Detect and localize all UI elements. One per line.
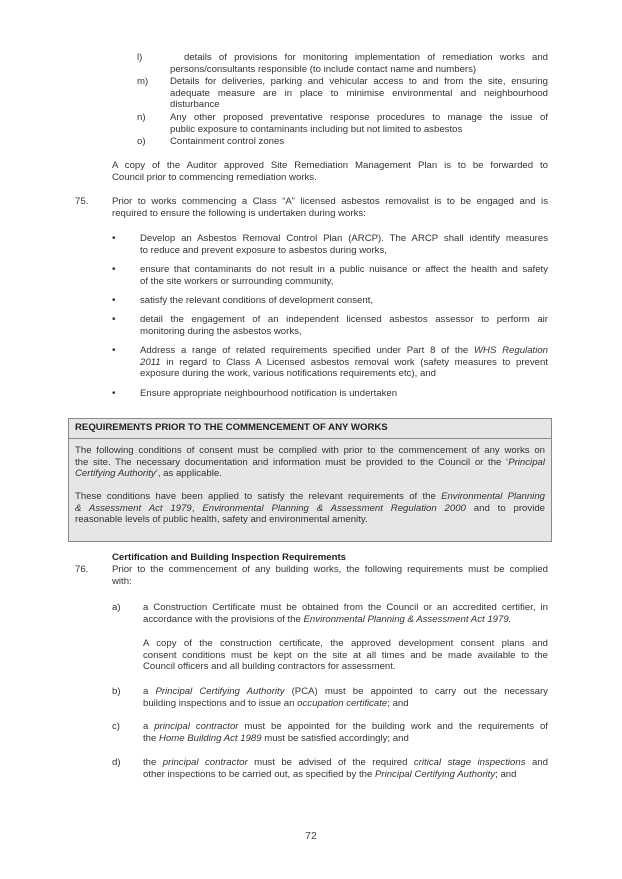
bullet-line: exposure during the work, various notifications requirements etc), and	[140, 368, 436, 380]
list-text	[170, 76, 548, 111]
item-label: b)	[112, 686, 121, 697]
text-run: ; and	[495, 768, 517, 780]
text-run: the site. The necessary documentation and information must be provided to the Council or the ‘	[75, 456, 509, 468]
bullet-line: of the site workers or surrounding community,	[140, 275, 334, 287]
text-run: the	[143, 732, 160, 744]
paragraph-line: consent conditions must be kept on the site at all times and be made available to the	[143, 649, 548, 661]
paragraph-line: a Construction Certificate must be obtained from the Council or an accredited certifier, in	[143, 602, 548, 613]
paragraph-line: Prior to the commencement of any building works, the following requirements must be complied	[112, 564, 548, 575]
bullet-marker: •	[112, 233, 116, 244]
condition-number: 76.	[75, 564, 89, 575]
box-paragraph-2	[75, 491, 545, 526]
item-a-text	[143, 602, 548, 625]
bullet-line: to reduce and prevent exposure to asbestos during works,	[140, 244, 387, 256]
box-heading: REQUIREMENTS PRIOR TO THE COMMENCEMENT OF ANY WORKS	[69, 419, 551, 439]
text-run: a	[143, 686, 156, 697]
paragraph-line	[75, 503, 545, 515]
italic-run: critical stage inspections	[413, 757, 526, 768]
bullet-line	[140, 357, 548, 369]
text-run: and	[525, 757, 548, 768]
regulation-year: 2011	[140, 356, 161, 368]
bullet-line: Develop an Asbestos Removal Control Plan (ARCP). The ARCP shall identify measures	[140, 233, 548, 244]
text-run: ’, as applicable.	[155, 468, 222, 480]
bullet-line: monitoring during the asbestos works,	[140, 325, 302, 337]
requirements-notice-box	[68, 418, 552, 542]
bullet-text	[140, 295, 548, 307]
text-run: accordance with the provisions of the	[143, 613, 304, 625]
italic-run: principal contractor	[154, 721, 239, 732]
italic-run: Home Building Act 1989	[159, 732, 262, 744]
paragraph-line	[143, 769, 548, 781]
list-text	[170, 112, 548, 135]
italic-run: Environmental Planning & Assessment Regulation 2000	[202, 502, 466, 514]
item-b-text	[143, 686, 548, 709]
list-text	[170, 136, 548, 148]
text-run: the	[143, 757, 163, 768]
italic-run: occupation certificate	[297, 697, 388, 709]
bullet-line	[140, 345, 548, 357]
list-line: Any other proposed preventative response procedures to manage the issue of	[170, 112, 548, 123]
text-run: ; and	[387, 697, 409, 709]
paragraph-line	[143, 721, 548, 733]
bullet-marker: •	[112, 264, 116, 275]
text-run: must be advised of the required	[247, 757, 414, 768]
act-name: Environmental Planning & Assessment Act 1979.	[303, 613, 512, 625]
bullet-marker: •	[112, 314, 116, 325]
list-label: l)	[137, 52, 143, 63]
paragraph-line	[75, 491, 545, 503]
italic-run: principal contractor	[162, 757, 248, 768]
section-heading: Certification and Building Inspection Requirements	[112, 552, 347, 563]
regulation-name: WHS Regulation	[474, 345, 548, 356]
bullet-line: Ensure appropriate neighbourhood notification is undertaken	[140, 388, 398, 399]
text-run: in regard to Class A Licensed asbestos removal work (safety measures to prevent	[160, 356, 548, 368]
paragraph-line	[143, 733, 548, 745]
text-run: and to provide	[465, 502, 545, 514]
list-line: public exposure to contaminants including but not limited to asbestos	[170, 123, 463, 135]
item-a-copy-text	[143, 638, 548, 673]
text-run: These conditions have been applied to satisfy the relevant requirements of the	[75, 491, 442, 502]
item-c-text	[143, 721, 548, 744]
list-line: adequate measure are in place to minimise environmental and neighbourhood	[170, 87, 548, 99]
paragraph-line: reasonable levels of public health, safety and environmental amenity.	[75, 514, 368, 526]
text-run: other inspections to be carried out, as specified by the	[143, 768, 375, 780]
list-label: o)	[137, 136, 146, 147]
auditor-paragraph	[112, 160, 548, 183]
text-run: must be appointed for the building work and the requirements of	[238, 721, 548, 732]
text-run: building inspections and to issue an	[143, 697, 298, 709]
list-line: Details for deliveries, parking and vehicular access to and from the site, ensuring	[170, 76, 548, 87]
item-label: a)	[112, 602, 121, 613]
condition-76-text	[112, 564, 548, 587]
bullet-text	[140, 314, 548, 337]
paragraph-line	[143, 686, 548, 698]
bullet-line: detail the engagement of an independent licensed asbestos assessor to perform air	[140, 314, 548, 325]
paragraph-line: Council officers and all building contractors for assessment.	[143, 661, 396, 673]
bullet-marker: •	[112, 295, 116, 306]
bullet-line: satisfy the relevant conditions of development consent,	[140, 295, 374, 306]
paragraph-line	[143, 614, 548, 626]
paragraph-line: required to ensure the following is undertaken during works:	[112, 207, 366, 219]
text-run: ,	[191, 502, 203, 514]
bullet-line: ensure that contaminants do not result in a public nuisance or affect the health and safety	[140, 264, 548, 275]
bullet-marker: •	[112, 345, 116, 356]
box-paragraph-1	[75, 445, 545, 480]
italic-run: Principal Certifying Authority	[155, 686, 285, 697]
paragraph-line: with:	[112, 575, 132, 587]
paragraph-line	[75, 457, 545, 469]
item-label: d)	[112, 757, 121, 768]
bullet-text	[140, 388, 548, 400]
italic-run: Certifying Authority	[75, 468, 156, 480]
paragraph-line	[75, 468, 545, 480]
text-run: Address a range of related requirements specified under Part 8 of the	[140, 345, 474, 356]
paragraph-line: Council prior to commencing remediation works.	[112, 171, 317, 183]
paragraph-line: Prior to works commencing a Class “A” licensed asbestos removalist is to be engaged and is	[112, 196, 548, 207]
item-d-text	[143, 757, 548, 780]
condition-number: 75.	[75, 196, 89, 207]
list-line: Containment control zones	[170, 136, 285, 147]
paragraph-line: A copy of the construction certificate, the approved development consent plans and	[143, 638, 548, 649]
italic-run: Principal	[508, 456, 545, 468]
italic-run: & Assessment Act 1979	[75, 502, 192, 514]
condition-75-text	[112, 196, 548, 219]
page-number: 72	[305, 830, 317, 842]
bullet-text	[140, 345, 548, 380]
bullet-text	[140, 233, 548, 256]
text-run: a	[143, 721, 155, 732]
italic-run: Environmental Planning	[441, 491, 545, 502]
paragraph-line: The following conditions of consent must be complied with prior to the commencement of any works on	[75, 445, 545, 456]
list-text	[170, 52, 548, 75]
text-run: must be satisfied accordingly; and	[261, 732, 409, 744]
list-line: disturbance	[170, 99, 220, 111]
paragraph-line	[143, 698, 548, 710]
paragraph-line	[143, 757, 548, 769]
text-run: (PCA) must be appointed to carry out the necessary	[284, 686, 548, 697]
list-line: details of provisions for monitoring implementation of remediation works and	[184, 52, 548, 63]
item-label: c)	[112, 721, 120, 732]
bullet-marker: •	[112, 388, 116, 399]
list-label: m)	[137, 76, 149, 87]
paragraph-line: A copy of the Auditor approved Site Remediation Management Plan is to be forwarded to	[112, 160, 548, 171]
list-line: persons/consultants responsible (to include contact name and numbers)	[170, 63, 477, 75]
italic-run: Principal Certifying Authority	[374, 768, 496, 780]
list-label: n)	[137, 112, 146, 123]
bullet-text	[140, 264, 548, 287]
